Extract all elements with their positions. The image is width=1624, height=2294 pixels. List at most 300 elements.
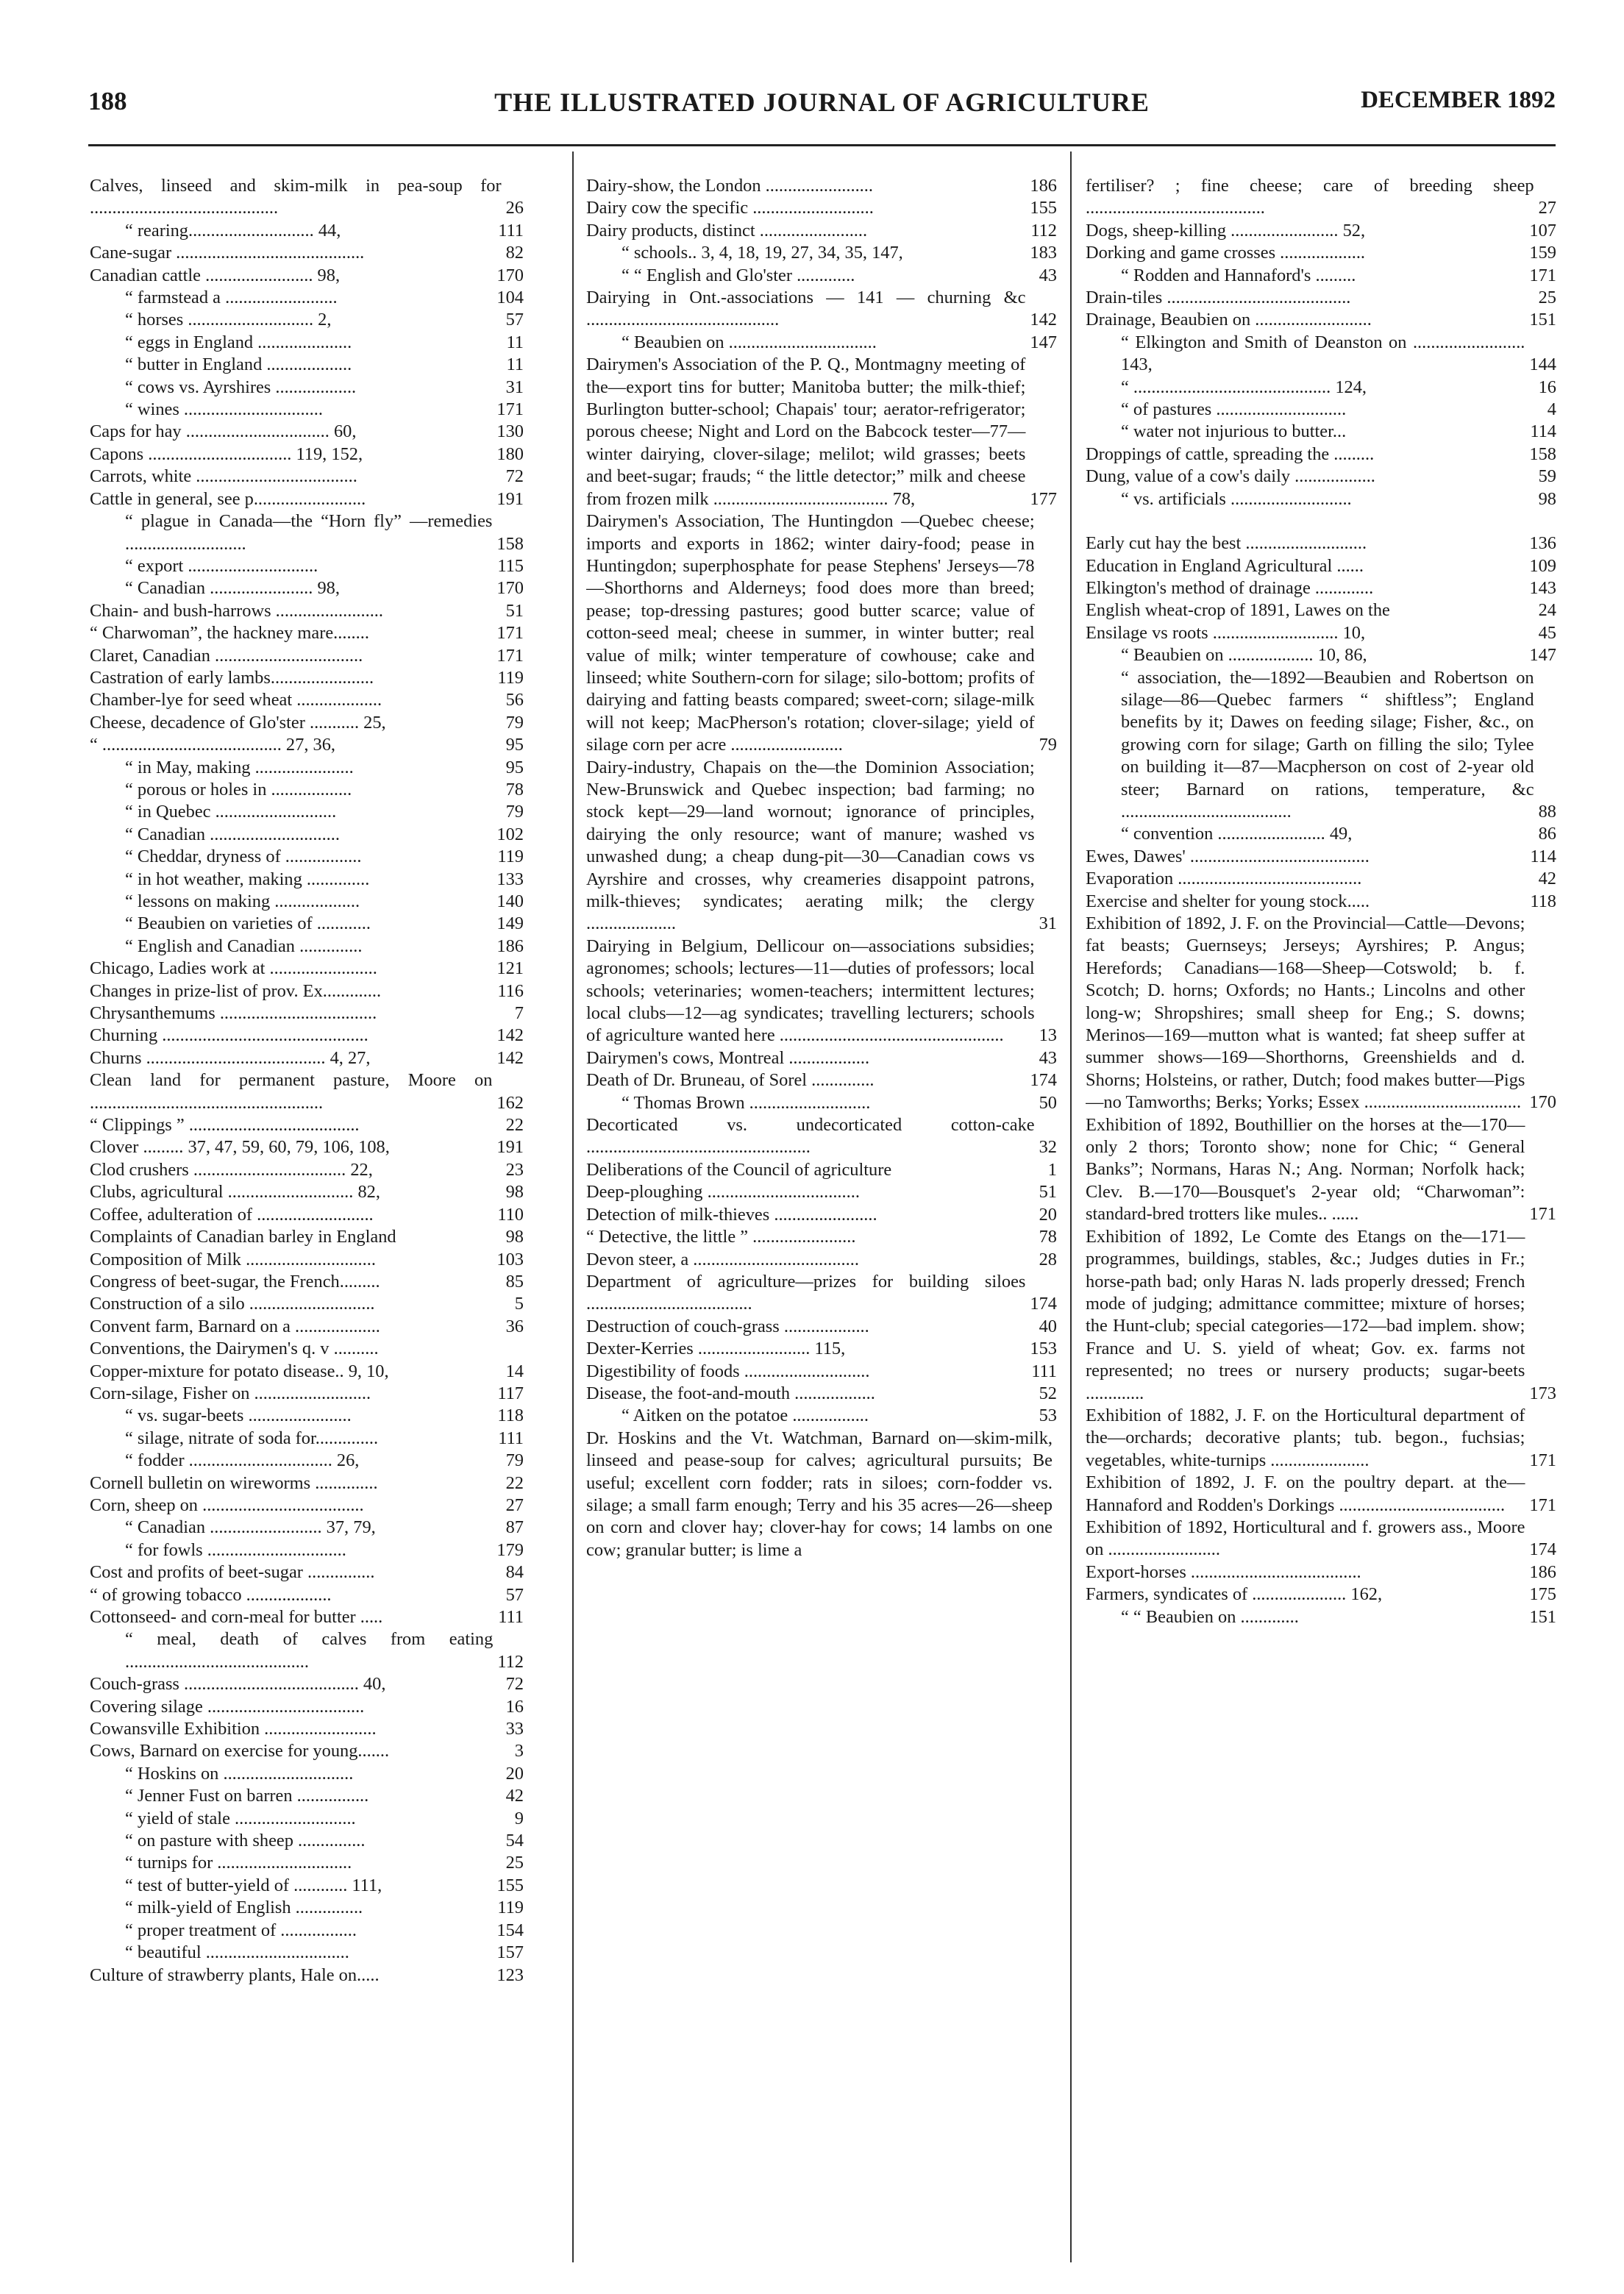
entry-text: Changes in prize-list of prov. Ex............. [90,980,382,1001]
entry-page-number: 13 [1039,1025,1057,1046]
index-entry [90,354,524,376]
index-entry [90,846,524,868]
entry-page-number: 118 [1530,891,1556,911]
entry-text: Dairy products, distinct ........................ [586,220,868,241]
index-entry [90,1450,524,1472]
index-entry [90,399,524,421]
index-entry [90,1808,524,1830]
entry-text: Construction of a silo ............................ [90,1294,375,1314]
entry-page-number: 79 [1039,735,1057,755]
entry-text: Culture of strawberry plants, Hale on..... [90,1964,380,1985]
index-entry [90,712,524,734]
entry-page-number: 42 [505,1786,524,1806]
entry-text: “ English and Canadian .............. [125,936,363,956]
entry-text: Drainage, Beaubien on .......................... [1086,310,1372,330]
entry-page-number: 151 [1529,1606,1556,1627]
entry-page-number: 98 [505,1182,524,1203]
entry-page-number: 33 [505,1719,524,1739]
entry-text: Chicago, Ladies work at ........................ [90,958,377,979]
index-entry [90,1897,524,1919]
index-entry [586,242,1057,264]
entry-text: “ water not injurious to butter... [1121,421,1347,442]
entry-text: Detection of milk-thieves ....................... [586,1204,877,1225]
entry-page-number: 117 [497,1383,524,1403]
entry-page-number: 31 [505,377,524,397]
index-entry [586,936,1057,1047]
entry-text: Copper-mixture for potato disease.. 9, 10, [90,1361,389,1381]
entry-page-number: 153 [1030,1339,1057,1359]
entry-page-number: 104 [496,288,524,308]
entry-page-number: 191 [496,1137,524,1158]
entry-text: Dairy cow the specific ........................... [586,198,874,218]
entry-text: Churns ........................................ 4, 27, [90,1047,371,1068]
entry-page-number: 88 [1538,801,1556,822]
index-entry [90,667,524,689]
issue-date: DECEMBER 1892 [1361,87,1556,113]
entry-page-number: 4 [1547,399,1556,420]
entry-page-number: 54 [505,1831,524,1851]
index-entry [90,1606,524,1628]
entry-text: Cattle in general, see p......................... [90,488,366,509]
entry-text: Complaints of Canadian barley in England [90,1227,396,1247]
index-entry [90,1338,524,1360]
index-entry [90,1673,524,1695]
entry-text: Clod crushers .................................. 22, [90,1159,373,1180]
entry-text: Dairymen's Association, The Huntingdon —Quebec cheese; imports and exports in 1862; winter dairy-food; pease in Huntingdon; superphosphate for pease Stephens' Jerseys—78—Shorthorns and Alderneys; food does more than breed; pease; top-dressing pastures; good butter scarce; value of cotton-seed meal; cheese in summer, in winter butter; real value of milk; winter temperature of cowhouse; cake and linseed; white Southern-corn for silage; silo-bottom; profits of dairying and fatting beasts compared; sweet-corn; silage-milk will not keep; MacPherson's rotation; clover-silage; yield of silage corn per acre ......................... [586,511,1035,755]
index-entry [1086,265,1556,287]
entry-page-number: 180 [496,444,524,464]
entry-text: Dairy-industry, Chapais on the—the Dominion Association; New-Brunswick and Quebec inspection; bad farming; no stock kept—29—land wornout; ignorance of principles, dairying the only resource; want of manure; washed vs unwashed dung; a cheap dung-pit—30—Canadian cows vs Ayrshire and crosses, why creameries disappoint patrons, milk-thieves; syndicates; aerating milk; the clergy .................... [586,757,1035,934]
entry-text: Convent farm, Barnard on a ................... [90,1316,380,1336]
entry-page-number: 14 [505,1361,524,1381]
entry-text: Droppings of cattle, spreading the ......... [1086,444,1375,464]
entry-text: Calves, linseed and skim-milk in pea-soup for .......................................... [90,176,502,218]
entry-text: Dairying in Ont.-associations — 141 — churning &c ........................................... [586,288,1026,330]
entry-text: Deliberations of the Council of agriculture [586,1159,892,1180]
index-entry [90,1136,524,1158]
entry-text: “ Canadian ......................... 37, 79, [125,1517,376,1538]
index-entry [90,1249,524,1271]
entry-text: “ turnips for .............................. [125,1853,352,1873]
index-entry [90,1069,524,1114]
index-entry [90,936,524,958]
index-entry [586,1069,1057,1091]
entry-text: Dairy-show, the London ........................ [586,176,873,196]
entry-text: “ of pastures ............................. [1121,399,1347,420]
entry-page-number: 45 [1538,622,1556,643]
entry-text: “ on pasture with sheep ............... [125,1831,366,1851]
entry-page-number: 186 [496,936,524,956]
entry-page-number: 109 [1529,555,1556,576]
entry-text: Canadian cattle ........................ 98, [90,265,341,285]
index-entry [586,1249,1057,1271]
index-entry [1086,466,1556,488]
entry-page-number: 43 [1039,265,1057,285]
entry-page-number: 158 [1529,444,1556,464]
entry-text: “ “ Beaubien on ............. [1121,1606,1299,1627]
index-entry [90,1181,524,1203]
entry-text: “ rearing............................ 44, [125,220,341,241]
entry-page-number: 36 [505,1316,524,1336]
entry-page-number: 155 [1030,198,1057,218]
index-entry [1086,823,1556,845]
entry-text: Cottonseed- and corn-meal for butter ..... [90,1607,383,1627]
entry-text: “ Beaubien on ................... 10, 86, [1121,645,1367,666]
index-entry [1086,1226,1556,1405]
index-entry [90,1293,524,1315]
entry-page-number: 112 [1030,220,1057,241]
entry-page-number: 118 [497,1406,524,1426]
index-entry [586,1114,1057,1159]
entry-page-number: 110 [497,1204,524,1225]
entry-page-number: 142 [496,1025,524,1046]
entry-text: “ Canadian ............................. [125,824,340,844]
entry-page-number: 87 [505,1517,524,1538]
entry-page-number: 170 [496,265,524,285]
entry-text: Destruction of couch-grass ................... [586,1316,869,1336]
index-entry [1086,891,1556,913]
entry-page-number: 25 [505,1853,524,1873]
index-entry [1086,599,1556,621]
entry-page-number: 119 [497,667,524,688]
entry-page-number: 162 [496,1092,524,1113]
header-rule [88,144,1556,146]
entry-page-number: 107 [1529,220,1556,241]
entry-text: Exhibition of 1892, J. F. on the poultry depart. at the—Hannaford and Rodden's Dorkings ..................................... [1086,1472,1525,1515]
index-entry [90,689,524,711]
column-divider [572,152,574,2262]
entry-text: Claret, Canadian ................................. [90,645,363,666]
entry-text: Chain- and bush-harrows ........................ [90,600,384,621]
index-entry [1086,1114,1556,1226]
entry-page-number: 174 [1529,1539,1556,1560]
entry-page-number: 111 [498,220,524,241]
entry-text: “ fodder ................................ 26, [125,1450,360,1471]
index-entry [586,197,1057,219]
index-entry [1086,309,1556,331]
entry-page-number: 171 [496,399,524,420]
entry-text: Clubs, agricultural ............................ 82, [90,1182,380,1203]
index-entry [586,1428,1057,1561]
entry-page-number: 56 [505,690,524,710]
entry-text: “ porous or holes in .................. [125,779,352,799]
entry-page-number: 175 [1529,1584,1556,1605]
entry-page-number: 171 [1529,1204,1556,1225]
index-entry [586,510,1057,756]
entry-text: Covering silage ................................... [90,1696,365,1717]
entry-text: “ export ............................. [125,555,318,576]
entry-page-number: 123 [496,1964,524,1985]
index-entry [586,1181,1057,1203]
index-entry [90,1114,524,1136]
entry-text: “ of growing tobacco ................... [90,1584,332,1605]
index-entry [90,1271,524,1293]
entry-page-number: 42 [1538,869,1556,889]
entry-text: “ association, the—1892—Beaubien and Robertson on silage—86—Quebec farmers “ shiftless”; England benefits by it; Dawes on feeding silage; Fisher, &c., on growing corn for silage; Garth on filling the silo; Tylee on building it—87—Macpherson on cost of 2-year old steer; Barnard on rations, temperature, &c ...................................... [1121,667,1534,822]
index-entry [1086,577,1556,599]
entry-page-number: 147 [1030,332,1057,352]
entry-page-number: 20 [1039,1204,1057,1225]
entry-page-number: 114 [1530,421,1556,442]
entry-text: Ewes, Dawes' ........................................ [1086,846,1370,866]
entry-page-number: 3 [514,1741,524,1762]
entry-text: Evaporation ......................................... [1086,869,1362,889]
entry-text: Export-horses ...................................... [1086,1561,1361,1582]
index-entry [90,332,524,354]
index-entry [90,600,524,622]
entry-text: “ plague in Canada—the “Horn fly” —remedies ........................... [125,511,493,554]
index-entry [1086,555,1556,577]
journal-title: THE ILLUSTRATED JOURNAL OF AGRICULTURE [494,88,1150,117]
index-entry [586,1159,1057,1181]
entry-text: Dexter-Kerries ......................... 115, [586,1339,846,1359]
index-entry [1086,242,1556,264]
entry-text: Decorticated vs. undecorticated cotton-cake .................................................. [586,1115,1035,1158]
entry-page-number: 154 [496,1920,524,1940]
entry-page-number: 111 [498,1428,524,1448]
entry-text: “ Detective, the little ” ....................... [586,1227,856,1247]
entry-page-number: 26 [505,198,524,218]
index-entry [90,220,524,242]
entry-page-number: 111 [498,1607,524,1627]
index-entry [1086,1405,1556,1472]
index-entry [1086,175,1556,220]
index-entry [90,980,524,1002]
entry-page-number: 72 [505,1674,524,1695]
index-entry [586,265,1057,287]
entry-text: Dairymen's cows, Montreal .................. [586,1047,870,1068]
entry-text: “ eggs in England ..................... [125,332,352,352]
index-entry [1086,1472,1556,1517]
entry-text: Exhibition of 1892, Bouthillier on the horses at the—170—only 2 thors; Toronto show; none for Chic; “ General Banks”; Normans, Haras N.; Ang. Norman; Norfolk hack; Clev. B.—170—Bousquet's 2-year old; “Charwoman”: standard-bred trotters like mules.. ...... [1086,1114,1525,1225]
entry-text: Dairymen's Association of the P. Q., Montmagny meeting of the—export tins for butter; Manitoba butter; the milk-thief; Burlington butter-school; Chapais' tour; aerator-refrigerator; porous cheese; Night and Lord on the Babcock tester—77—winter dairying, clover-silage; melilot; wild grasses; beets and beet-sugar; frauds; “ the little detector;” milk and cheese from frozen milk ....................................... 78, [586,355,1026,509]
entry-text: “ Clippings ” ...................................... [90,1115,360,1136]
entry-text: “ wines ............................... [125,399,323,420]
entry-page-number: 25 [1538,288,1556,308]
entry-text: “ Beaubien on varieties of ............ [125,913,371,934]
entry-page-number: 116 [497,980,524,1001]
entry-text: “ Beaubien on ................................. [622,332,877,352]
index-entry [90,1495,524,1517]
entry-page-number: 20 [505,1763,524,1784]
entry-page-number: 40 [1039,1316,1057,1336]
index-entry [1086,332,1556,377]
index-entry [90,1852,524,1874]
index-column-3 [1086,175,1556,2264]
entry-text: “ “ English and Glo'ster ............. [622,265,855,285]
entry-text: Castration of early lambs....................... [90,667,374,688]
entry-text: Disease, the foot-and-mouth .................. [586,1383,875,1403]
entry-page-number: 171 [1529,1495,1556,1515]
index-entry [90,1920,524,1942]
entry-page-number: 111 [1031,1361,1057,1381]
index-entry [90,1226,524,1248]
index-entry [90,891,524,913]
entry-page-number: 78 [505,779,524,799]
index-entry [586,354,1057,510]
entry-page-number: 114 [1530,846,1556,866]
index-entry [90,309,524,331]
entry-page-number: 151 [1529,310,1556,330]
entry-page-number: 51 [1039,1182,1057,1203]
entry-text: “ farmstead a ......................... [125,288,338,308]
index-entry [1086,421,1556,443]
entry-page-number: 140 [496,891,524,911]
entry-page-number: 22 [505,1115,524,1136]
index-entry [1086,444,1556,466]
index-entry [586,1047,1057,1069]
entry-page-number: 27 [1538,198,1556,218]
index-entry [90,1428,524,1450]
index-entry [1086,287,1556,309]
entry-text: “ beautiful ................................ [125,1942,349,1963]
index-entry [1086,846,1556,868]
entry-page-number: 155 [496,1875,524,1895]
entry-page-number: 95 [505,735,524,755]
entry-page-number: 28 [1039,1249,1057,1269]
index-entry [1086,913,1556,1114]
entry-page-number: 119 [497,1898,524,1918]
entry-page-number: 11 [506,332,524,352]
index-entry [1086,622,1556,644]
entry-page-number: 142 [1030,310,1057,330]
entry-text: Cowansville Exhibition ......................... [90,1719,377,1739]
index-entry [586,287,1057,332]
entry-page-number: 149 [496,913,524,934]
entry-page-number: 16 [505,1696,524,1717]
entry-text: Dung, value of a cow's daily .................. [1086,466,1375,487]
entry-text: “ yield of stale ........................... [125,1808,356,1828]
entry-page-number: 16 [1538,377,1556,397]
entry-text: Chamber-lye for seed wheat ................... [90,690,382,710]
entry-text: Dairying in Belgium, Dellicour on—associations subsidies; agronomes; schools; lectures—11—duties of professors; local schools; veterinaries; women-teachers; intermittent lectures; local clubs—12—ag syndicates; travelling lecturers; schools of agriculture wanted here .................................................. [586,936,1035,1046]
index-entry [90,757,524,779]
entry-page-number: 82 [505,243,524,263]
entry-text: Clover ......... 37, 47, 59, 60, 79, 106, 108, [90,1137,390,1158]
entry-text: “ ............................................ 124, [1121,377,1367,397]
entry-page-number: 27 [505,1495,524,1515]
column-divider [1070,152,1072,2262]
entry-page-number: 72 [505,466,524,487]
entry-text: “ Rodden and Hannaford's ......... [1121,265,1356,285]
entry-page-number: 170 [496,578,524,599]
index-entry [1086,1606,1556,1628]
entry-text: Dr. Hoskins and the Vt. Watchman, Barnard on—skim-milk, linseed and pease-soup for calves; agricultural pursuits; Be useful; excellent corn fodder; rats in siloes; corn-fodder vs. silage; a small farm enough; Terry and his 35 acres—26—sheep on corn and clover hay; clover-hay for cows; 14 lambs on one cow; granular butter; is lime a [586,1428,1053,1560]
entry-page-number: 159 [1529,243,1556,263]
entry-page-number: 115 [497,555,524,576]
entry-page-number: 157 [496,1942,524,1963]
index-entry [90,466,524,488]
index-entry [586,1405,1057,1427]
entry-page-number: 186 [1030,176,1057,196]
entry-text: “ Canadian ....................... 98, [125,578,340,599]
entry-page-number: 79 [505,1450,524,1471]
entry-text: Exhibition of 1892, J. F. on the Provincial—Cattle—Devons; fat beasts; Guernseys; Jerseys; Ayrshires; P. Angus; Herefords; Canadians—168—Sheep—Cotswold; b. f. Scotch; D. horns; Oxfords; no Hants.; Lincolns and other long-w; Shropshires; small sheep for Eng.; S. downs; Merinos—169—mutton what is wanted; fat sheep suffer at summer shows—169—Shorthorns, Greenshields and d. Shorns; Holsteins, or rather, Dutch; food makes butter—Pigs—no Tamworths; Berks; Yorks; Essex ................................... [1086,913,1525,1113]
index-entry [90,622,524,644]
entry-text: “ lessons on making ................... [125,891,360,911]
entry-text: Churning .............................................. [90,1025,368,1046]
index-entry [1086,1561,1556,1584]
entry-text: “ Aitken on the potatoe ................. [622,1406,869,1426]
entry-page-number: 133 [496,869,524,889]
entry-text: Digestibility of foods ............................ [586,1361,870,1381]
index-entry [1086,377,1556,399]
entry-text: Devon steer, a ..................................... [586,1249,859,1269]
entry-text: “ schools.. 3, 4, 18, 19, 27, 34, 35, 147, [622,243,903,263]
entry-page-number: 23 [505,1159,524,1180]
index-entry [90,824,524,846]
entry-page-number: 95 [505,757,524,777]
entry-text: Exhibition of 1882, J. F. on the Horticultural department of the—orchards; decorative plants; tub. begon., fuchsias; vegetables, white-turnips ...................... [1086,1405,1525,1470]
entry-page-number: 112 [497,1651,524,1672]
index-entry [90,265,524,287]
index-entry [1086,220,1556,242]
entry-text: Cows, Barnard on exercise for young....... [90,1741,390,1762]
entry-text: Elkington's method of drainage ............. [1086,577,1374,598]
index-entry [90,488,524,510]
entry-page-number: 186 [1529,1561,1556,1582]
entry-text: “ convention ........................ 49, [1121,824,1353,844]
index-entry [586,1316,1057,1338]
index-entry [90,1517,524,1539]
entry-page-number: 171 [496,645,524,666]
entry-text: Congress of beet-sugar, the French......... [90,1271,380,1292]
entry-text: Couch-grass ....................................... 40, [90,1674,386,1695]
index-entry [1086,1517,1556,1561]
entry-page-number: 84 [505,1562,524,1583]
index-entry [586,332,1057,354]
index-entry [586,220,1057,242]
entry-text: “ Elkington and Smith of Deanston on ......................... 143, [1121,332,1525,375]
entry-page-number: 5 [514,1294,524,1314]
index-entry [90,734,524,756]
index-entry [586,1383,1057,1405]
index-entry [90,1204,524,1226]
entry-text: “ cows vs. Ayrshires .................. [125,377,357,397]
entry-page-number: 57 [505,1584,524,1605]
entry-page-number: 79 [505,712,524,733]
entry-text: Exhibition of 1892, Le Comte des Etangs on the—171—programmes, buildings, stables, &c.; Judges duties in Fr.; horse-path bad; only Haras N. lads properly dressed; French mode of judging; admittance committee; mixture of horses; the Hunt-club; special categories—172—bad implem. show; France and U. S. yield of wheat; Gov. ex. farms not represented; no trees or nursery products; sugar-beets ............. [1086,1226,1525,1403]
index-entry [90,1561,524,1584]
index-entry [1086,868,1556,890]
entry-text: Drain-tiles ......................................... [1086,288,1351,308]
entry-page-number: 136 [1529,533,1556,554]
index-entry [90,1875,524,1897]
entry-page-number: 85 [505,1271,524,1292]
index-entry [586,757,1057,936]
entry-text: Dorking and game crosses ................... [1086,243,1366,263]
entry-page-number: 43 [1039,1047,1057,1068]
index-entry [1086,488,1556,510]
entry-text: “ ........................................ 27, 36, [90,735,336,755]
index-entry [1086,532,1556,555]
index-column-1 [90,175,524,2264]
index-entry [90,1361,524,1383]
entry-text: “ in hot weather, making .............. [125,869,370,889]
entry-text: Clean land for permanent pasture, Moore on .................................................... [90,1070,493,1113]
index-entry [90,421,524,443]
entry-text: Coffee, adulteration of .......................... [90,1204,374,1225]
entry-text: Carrots, white .................................... [90,466,357,487]
entry-page-number: 170 [1529,1092,1556,1113]
entry-page-number: 174 [1030,1294,1057,1314]
entry-page-number: 121 [496,958,524,979]
entry-page-number: 57 [505,310,524,330]
entry-text: “ proper treatment of ................. [125,1920,357,1940]
index-entry [90,1025,524,1047]
entry-page-number: 171 [1529,1450,1556,1470]
index-entry [90,1047,524,1069]
